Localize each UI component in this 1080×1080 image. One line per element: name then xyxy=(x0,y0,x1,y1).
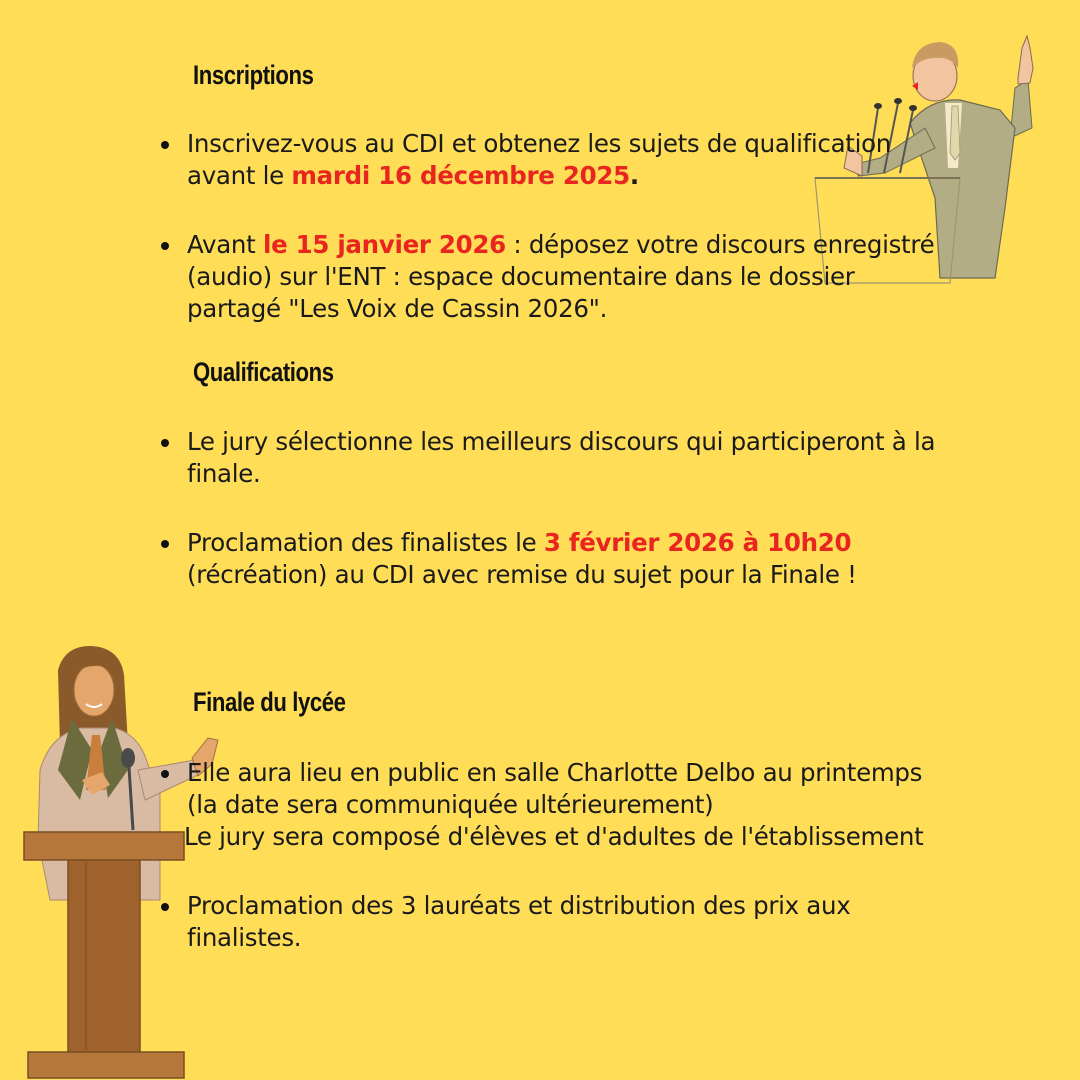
date-highlight: 3 février 2026 à 10h20 xyxy=(543,528,852,557)
qualifications-list xyxy=(160,426,950,591)
inscriptions-list xyxy=(160,128,950,325)
list-item: Avant le 15 janvier 2026 : déposez votre discours enregistré (audio) sur l'ENT : espace documentaire dans le dossier partagé "Les Voix de Cassin 2026". xyxy=(160,229,950,325)
section-heading-inscriptions: Inscriptions xyxy=(193,60,314,90)
deadline-highlight: mardi 16 décembre 2025 xyxy=(291,161,630,190)
finale-list xyxy=(160,757,950,954)
deadline-highlight: le 15 janvier 2026 xyxy=(262,230,506,259)
list-item: Inscrivez-vous au CDI et obtenez les sujets de qualification avant le mardi 16 décembre 2025. xyxy=(160,128,950,192)
jury-note: Le jury sera composé d'élèves et d'adultes de l'établissement xyxy=(184,822,924,851)
section-heading-finale: Finale du lycée xyxy=(193,687,346,717)
list-item: Le jury sélectionne les meilleurs discours qui participeront à la finale. xyxy=(160,426,950,490)
section-heading-qualifications: Qualifications xyxy=(193,357,334,387)
list-item: Proclamation des finalistes le 3 février 2026 à 10h20 (récréation) au CDI avec remise du sujet pour la Finale ! xyxy=(160,527,950,591)
list-item: Elle aura lieu en public en salle Charlotte Delbo au printemps (la date sera communiquée ultérieurement) Le jury sera composé d'élèves et d'adultes de l'établissement xyxy=(160,757,950,853)
list-item: Proclamation des 3 lauréats et distribution des prix aux finalistes. xyxy=(160,890,950,954)
